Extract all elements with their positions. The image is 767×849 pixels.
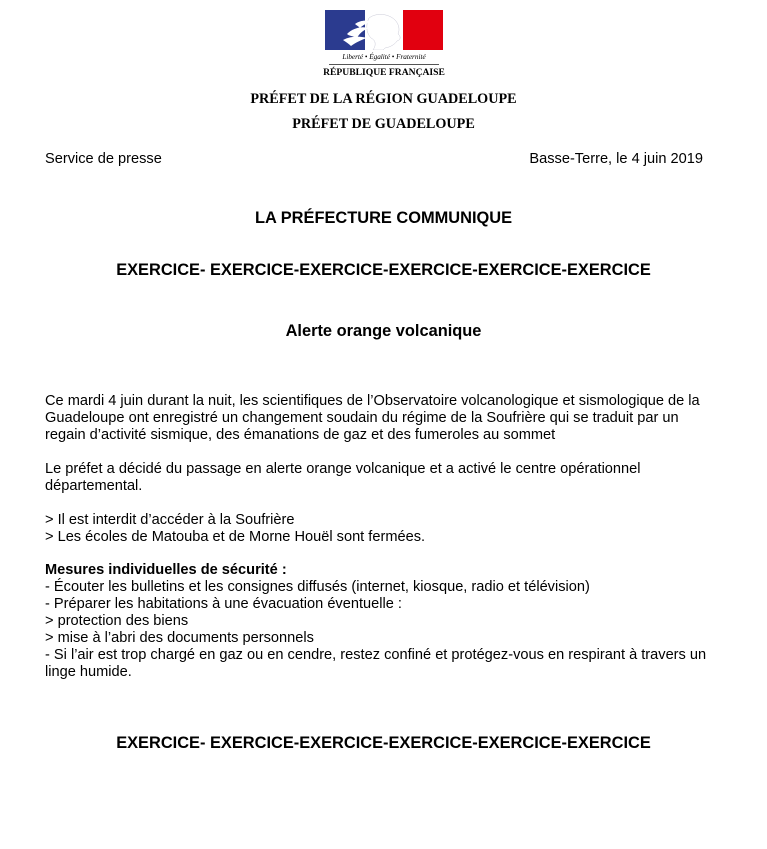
- measures-title: Mesures individuelles de sécurité :: [45, 562, 287, 578]
- list-item: > Il est interdit d’accéder à la Soufrière: [45, 512, 295, 528]
- exercise-banner-top: EXERCICE- EXERCICE-EXERCICE-EXERCICE-EXERCICE-EXERCICE: [116, 261, 651, 279]
- safety-measures: [45, 562, 730, 681]
- paragraph-line: Guadeloupe ont enregistré un changement soudain du régime de la Soufrière qui se traduit par un: [45, 410, 679, 426]
- list-item: > protection des biens: [45, 613, 189, 629]
- paragraph-prefect-decision: [45, 461, 730, 495]
- restrictions-list: [45, 512, 730, 546]
- list-item: - Si l’air est trop chargé en gaz ou en cendre, restez confiné et protégez-vous en respirant à travers un: [45, 647, 707, 663]
- paragraph-observatory: [45, 393, 730, 444]
- republic-label: RÉPUBLIQUE FRANÇAISE: [323, 67, 445, 78]
- marianne-flag-icon: [325, 10, 443, 50]
- exercise-banner-bottom: EXERCICE- EXERCICE-EXERCICE-EXERCICE-EXERCICE-EXERCICE: [116, 734, 651, 752]
- list-item: linge humide.: [45, 664, 132, 680]
- service-label: Service de presse: [45, 151, 162, 167]
- list-item: - Écouter les bulletins et les consignes diffusés (internet, kiosque, radio et télévision): [45, 579, 590, 595]
- republique-francaise-logo: [323, 10, 445, 82]
- motto-text: Liberté • Égalité • Fraternité: [342, 53, 426, 61]
- paragraph-line: regain d’activité sismique, des émanations de gaz et des fumeroles au sommet: [45, 427, 556, 443]
- paragraph-line: Le préfet a décidé du passage en alerte orange volcanique et a activé le centre opérationnel: [45, 461, 641, 477]
- paragraph-line: départemental.: [45, 478, 143, 494]
- place-date: Basse-Terre, le 4 juin 2019: [529, 151, 703, 167]
- list-item: - Préparer les habitations à une évacuation éventuelle :: [45, 596, 402, 612]
- logo-divider: [329, 64, 439, 65]
- communique-title: LA PRÉFECTURE COMMUNIQUE: [254, 209, 513, 227]
- issuer-line-1: PRÉFET DE LA RÉGION GUADELOUPE: [250, 91, 517, 107]
- subject-title: Alerte orange volcanique: [285, 322, 482, 340]
- issuer-line-2: PRÉFET DE GUADELOUPE: [292, 116, 475, 132]
- paragraph-line: Ce mardi 4 juin durant la nuit, les scientifiques de l’Observatoire volcanologique et sismologique de la: [45, 393, 700, 409]
- list-item: > mise à l’abri des documents personnels: [45, 630, 314, 646]
- list-item: > Les écoles de Matouba et de Morne Houël sont fermées.: [45, 529, 426, 545]
